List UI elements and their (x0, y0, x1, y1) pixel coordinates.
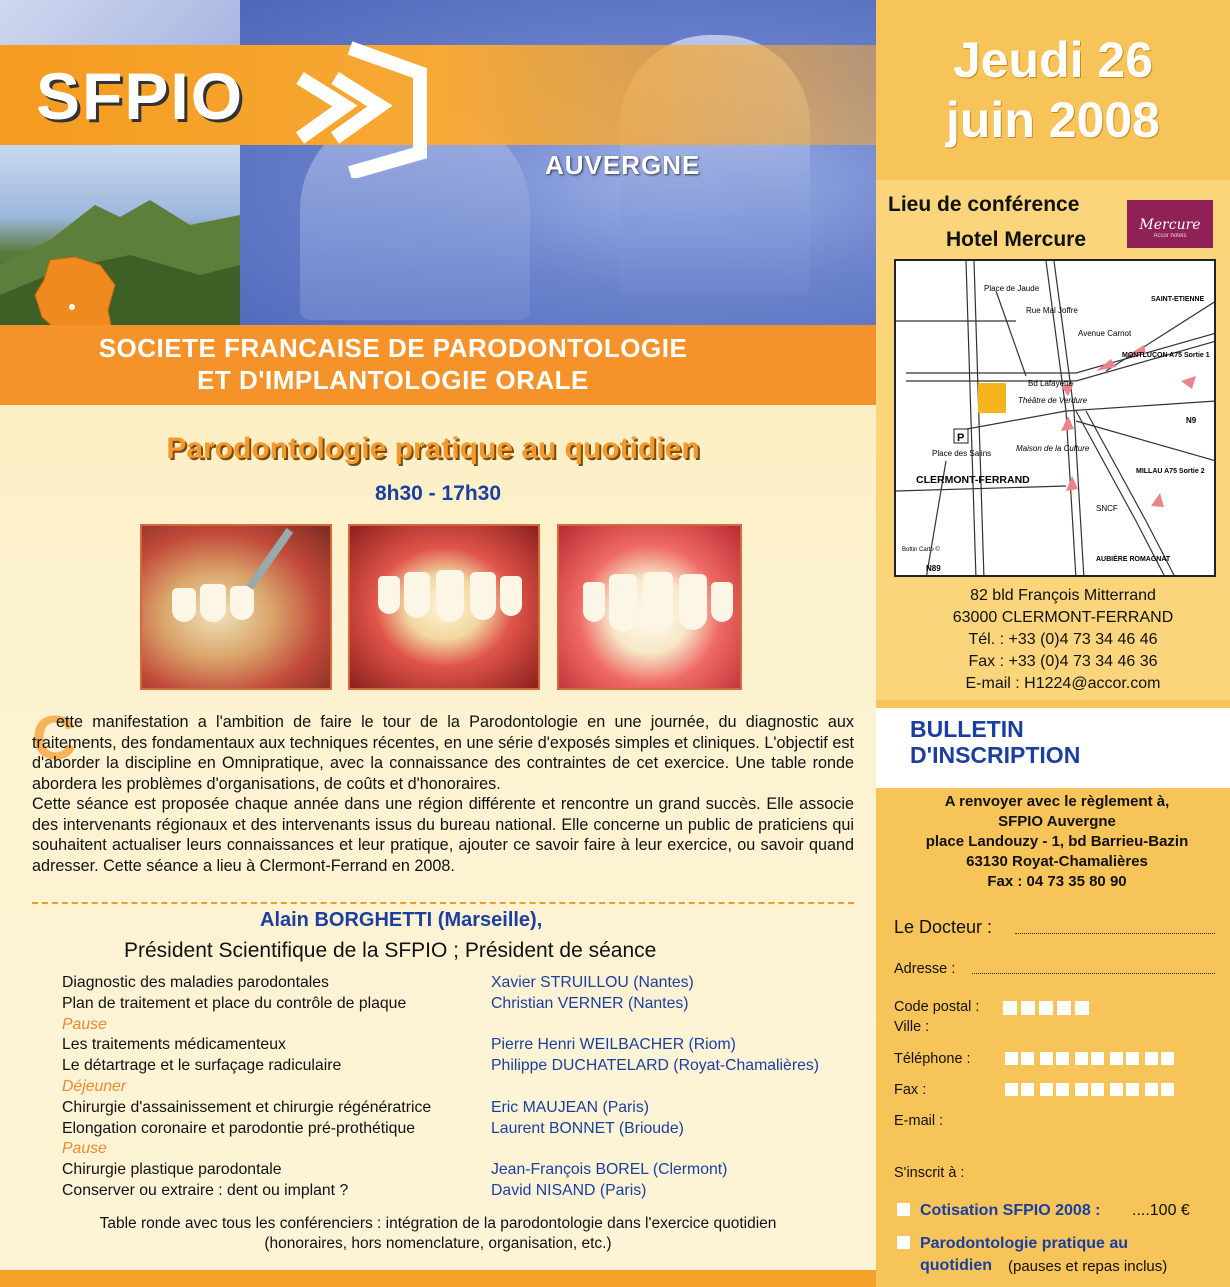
bulletin-title-line-2: D'INSCRIPTION (910, 742, 1081, 768)
program-item (62, 1035, 862, 1056)
program-speaker: Christian VERNER (Nantes) (491, 994, 689, 1012)
email-label: E-mail : (894, 1113, 944, 1129)
chair-role: Président Scientifique de la SFPIO ; Président de séance (124, 939, 657, 962)
venue-address (876, 585, 1230, 695)
return-address (876, 792, 1230, 892)
address-line-1: 82 bld François Mitterrand (970, 587, 1156, 604)
org-name-line-1: SOCIETE FRANCAISE DE PARODONTOLOGIE (98, 333, 688, 363)
telephone-label: Téléphone : (894, 1051, 971, 1067)
map-label: N89 (926, 564, 941, 573)
dental-photo-1 (140, 524, 332, 690)
program-break (62, 1077, 862, 1098)
venue-email: E-mail : H1224@accor.com (965, 675, 1161, 692)
return-line: place Landouzy - 1, bd Barrieu-Bazin (925, 833, 1189, 850)
program-speaker: Eric MAUJEAN (Paris) (491, 1098, 649, 1116)
fax-field[interactable] (1005, 1083, 1180, 1096)
program-topic: Elongation coronaire et parodontie pré-prothétique (62, 1119, 416, 1137)
program-topic: Plan de traitement et place du contrôle de plaque (62, 994, 407, 1012)
program-break (62, 1139, 862, 1160)
venue-hotel: Hotel Mercure (946, 228, 1087, 251)
map-label: Place des Salins (932, 449, 992, 458)
mercure-logo-sub: Accor hotels (1153, 233, 1187, 239)
map-label: Bottin Carto © (902, 547, 940, 553)
dental-photo-3 (557, 524, 742, 690)
map-label: MILLAU A75 Sortie 2 (1136, 468, 1205, 475)
event-hours: 8h30 - 17h30 (374, 482, 502, 505)
fax-label: Fax : (894, 1082, 927, 1098)
program-item (62, 1119, 862, 1140)
bottom-strip (0, 1270, 876, 1287)
adresse-label: Adresse : (894, 961, 956, 977)
program-item (62, 1160, 862, 1181)
email-field[interactable] (960, 1126, 1215, 1127)
map-label: MONTLUÇON A75 Sortie 1 (1122, 352, 1210, 359)
program-speaker: Xavier STRUILLOU (Nantes) (491, 974, 694, 991)
program-break (62, 1015, 862, 1036)
location-map (894, 259, 1216, 577)
inscrit-label: S'inscrit à : (894, 1165, 965, 1181)
date-line-2: juin 2008 (946, 92, 1160, 148)
program-topic: Déjeuner (62, 1077, 127, 1095)
brand-logo-text: SFPIO (36, 59, 245, 133)
map-label: SAINT-ETIENNE (1151, 296, 1205, 303)
map-label: Théâtre de Verdure (1018, 396, 1088, 405)
telephone-field[interactable] (1005, 1052, 1180, 1065)
program-item (62, 1056, 862, 1077)
program-speaker: Laurent BONNET (Brioude) (491, 1119, 684, 1137)
code-postal-field[interactable] (1003, 1001, 1089, 1015)
program-topic: Pause (62, 1015, 107, 1033)
docteur-field[interactable] (1015, 933, 1215, 934)
map-label: SNCF (1096, 504, 1118, 513)
header-banner (0, 0, 876, 325)
mercure-logo (1127, 200, 1213, 248)
date-line-1: Jeudi 26 (952, 32, 1154, 88)
intro-paragraph-1: ette manifestation a l'ambition de faire le tour de la Parodontologie en une journée, du diagnostic aux traitements, des fondamentaux aux techniques récentes, en une série d'exposés simples et cliniques. L'objectif est d'aborder la discipline en Omnipratique, avec la connaissance des contraintes de cet exercice. Une table ronde abordera les problèmes d'organisations, de coûts et d'honoraires. (32, 713, 854, 793)
cotisation-price: ....100 € (1132, 1202, 1190, 1219)
program-item (62, 1181, 862, 1202)
program-speaker: Pierre Henri WEILBACHER (Riom) (491, 1036, 736, 1054)
map-label: AUBIÈRE ROMAGNAT (1096, 556, 1171, 563)
adresse-field[interactable] (972, 973, 1215, 974)
program-item (62, 994, 862, 1015)
intro-paragraph-2: Cette séance est proposée chaque année dans une région différente et rencontre un grand succès. Elle associe des intervenants régionaux et des intervenants issus du bureau national. Elle concerne un public de praticiens qui souhaitent actualiser leurs connaissances et leur pratique, ajouter ce savoir faire à leur exercice, ou savoir quand adresser. Cette séance a lieu à Clermont-Ferrand en 2008. (32, 795, 854, 875)
intro-dropcap: C (32, 704, 77, 773)
event-date (876, 30, 1230, 150)
program-item (62, 973, 862, 994)
program-topic: Chirurgie plastique parodontale (62, 1161, 282, 1179)
map-label: N9 (1186, 416, 1197, 425)
program-topic: Chirurgie d'assainissement et chirurgie régénératrice (62, 1098, 432, 1116)
program-speaker: David NISAND (Paris) (491, 1181, 647, 1199)
program-speaker: Jean-François BOREL (Clermont) (491, 1161, 728, 1179)
sfpio-logo-icon (290, 38, 430, 178)
bulletin-title (910, 716, 1080, 768)
event-title: Parodontologie pratique au quotidien (166, 432, 700, 465)
program-topic: Diagnostic des maladies parodontales (62, 974, 329, 991)
program-list (62, 973, 862, 1202)
region-label: AUVERGNE (545, 150, 701, 180)
venue-label: Lieu de conférence (888, 193, 1080, 216)
journee-option-line-2: quotidien (920, 1257, 992, 1274)
map-label: Bd Lafayette (1028, 379, 1073, 388)
svg-text:P: P (957, 432, 965, 444)
return-line: 63130 Royat-Chamalières (966, 853, 1148, 870)
round-table-line-2: (honoraires, hors nomenclature, organisation, etc.) (264, 1235, 612, 1252)
program-topic: Le détartrage et le surfaçage radiculaire (62, 1057, 342, 1075)
chair-name: Alain BORGHETTI (Marseille), (260, 909, 543, 931)
program-speaker: Philippe DUCHATELARD (Royat-Chamalières) (491, 1057, 820, 1075)
map-label: Place de Jaude (984, 284, 1040, 293)
return-line: Fax : 04 73 35 80 90 (987, 873, 1127, 890)
map-label: Rue Mal Joffre (1026, 306, 1078, 315)
docteur-label: Le Docteur : (894, 917, 993, 937)
program-topic: Pause (62, 1140, 107, 1158)
journee-checkbox[interactable] (897, 1236, 910, 1249)
round-table-line-1: Table ronde avec tous les conférenciers : intégration de la parodontologie dans l'exercice quotidien (99, 1215, 777, 1232)
program-item (62, 1098, 862, 1119)
round-table-note (0, 1214, 876, 1254)
return-line: SFPIO Auvergne (998, 813, 1116, 830)
ville-label: Ville : (894, 1019, 930, 1035)
map-city-label: CLERMONT-FERRAND (916, 474, 1030, 486)
venue-fax: Fax : +33 (0)4 73 34 46 36 (968, 653, 1158, 670)
address-line-2: 63000 CLERMONT-FERRAND (952, 609, 1174, 626)
journee-option-line-1: Parodontologie pratique au (920, 1235, 1129, 1252)
mercure-logo-text: Mercure (1139, 217, 1201, 233)
cotisation-checkbox[interactable] (897, 1203, 910, 1216)
journee-option-note: (pauses et repas inclus) (1008, 1258, 1168, 1275)
code-postal-label: Code postal : (894, 999, 980, 1015)
venue-phone: Tél. : +33 (0)4 73 34 46 46 (968, 631, 1158, 648)
map-label: Maison de la Culture (1016, 444, 1090, 453)
org-name-line-2: ET D'IMPLANTOLOGIE ORALE (197, 365, 589, 395)
program-topic: Conserver ou extraire : dent ou implant ? (62, 1181, 349, 1199)
cotisation-option: Cotisation SFPIO 2008 : (920, 1202, 1101, 1219)
section-divider (32, 902, 854, 904)
return-line: A renvoyer avec le règlement à, (944, 793, 1170, 810)
venue-marker (978, 383, 1006, 413)
program-topic: Les traitements médicamenteux (62, 1036, 286, 1054)
bulletin-title-line-1: BULLETIN (910, 716, 1024, 742)
dental-photo-2 (348, 524, 540, 690)
intro-text (32, 704, 854, 876)
map-label: Avenue Carnot (1078, 329, 1132, 338)
france-map-icon (30, 255, 120, 325)
